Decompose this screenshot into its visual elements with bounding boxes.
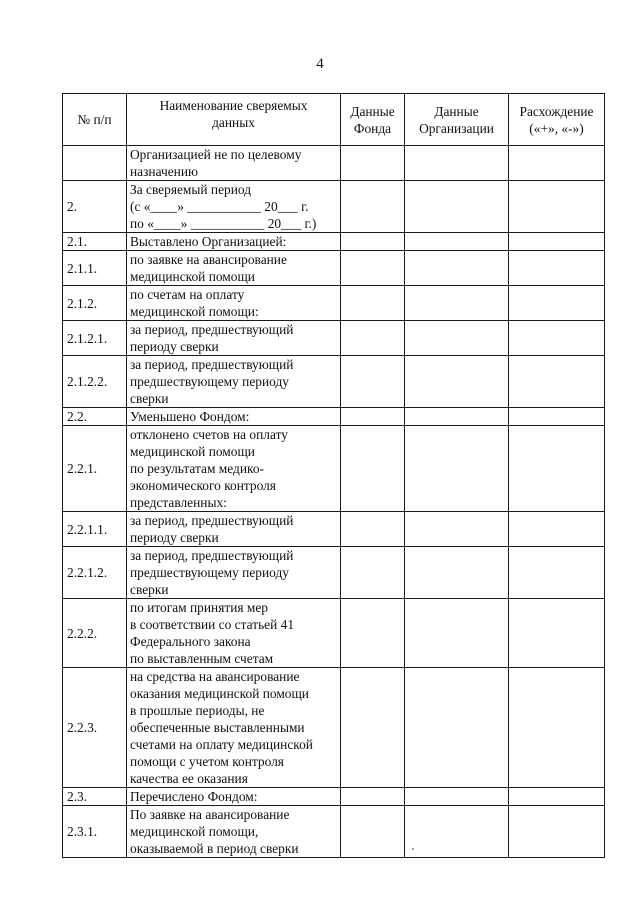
- discrepancy-cell: [509, 286, 605, 321]
- row-description: [127, 408, 341, 426]
- table-row: [63, 146, 605, 181]
- description-line: экономического контроля: [130, 478, 276, 493]
- fund-value-cell: [341, 321, 405, 356]
- table-row: [63, 233, 605, 251]
- row-number: 2.2.1.1.: [63, 512, 127, 547]
- description-line: По заявке на авансирование: [130, 807, 290, 822]
- row-description: [127, 233, 341, 251]
- organization-value-cell: [405, 426, 509, 512]
- description-line: Уменьшено Фондом:: [130, 409, 250, 424]
- discrepancy-cell: [509, 233, 605, 251]
- organization-value-cell: [405, 251, 509, 286]
- discrepancy-cell: [509, 806, 605, 858]
- table-row: [63, 181, 605, 233]
- fund-value-cell: [341, 251, 405, 286]
- table-row: [63, 806, 605, 858]
- organization-value-cell: [405, 356, 509, 408]
- organization-value-cell: [405, 146, 509, 181]
- organization-value-cell: [405, 788, 509, 806]
- description-line: по результатам медико-: [130, 461, 264, 476]
- description-line: по итогам принятия мер: [130, 600, 268, 615]
- scan-speck: [412, 848, 414, 850]
- row-number: 2.2.1.: [63, 426, 127, 512]
- organization-value-cell: [405, 512, 509, 547]
- fund-value-cell: [341, 668, 405, 788]
- row-description: [127, 321, 341, 356]
- description-line: периоду сверки: [130, 530, 219, 545]
- discrepancy-cell: [509, 512, 605, 547]
- description-line: предшествующему периоду: [130, 374, 289, 389]
- row-number: 2.1.2.: [63, 286, 127, 321]
- row-number: 2.1.1.: [63, 251, 127, 286]
- description-line: медицинской помощи:: [130, 304, 259, 319]
- description-line: по заявке на авансирование: [130, 252, 287, 267]
- description-line: отклонено счетов на оплату: [130, 427, 288, 442]
- organization-value-cell: [405, 181, 509, 233]
- fund-value-cell: [341, 599, 405, 668]
- organization-value-cell: [405, 286, 509, 321]
- header-data-name: Наименование сверяемых данных: [127, 94, 341, 146]
- header-fund-data: Данные Фонда: [341, 94, 405, 146]
- table-row: [63, 408, 605, 426]
- description-line: За сверяемый период: [130, 182, 252, 197]
- row-number: 2.1.: [63, 233, 127, 251]
- description-line: в соответствии со статьей 41: [130, 617, 295, 632]
- description-line: по «____» ___________ 20___ г.): [130, 216, 317, 231]
- row-description: [127, 806, 341, 858]
- fund-value-cell: [341, 233, 405, 251]
- row-number: 2.2.2.: [63, 599, 127, 668]
- description-line: Выставлено Организацией:: [130, 234, 287, 249]
- description-line: медицинской помощи: [130, 269, 255, 284]
- row-description: [127, 599, 341, 668]
- fund-value-cell: [341, 181, 405, 233]
- row-description: [127, 251, 341, 286]
- description-line: в прошлые периоды, не: [130, 703, 265, 718]
- table-header-row: [63, 94, 605, 146]
- description-line: за период, предшествующий: [130, 548, 294, 563]
- row-number: 2.3.1.: [63, 806, 127, 858]
- discrepancy-cell: [509, 408, 605, 426]
- row-number: 2.3.: [63, 788, 127, 806]
- organization-value-cell: [405, 233, 509, 251]
- fund-value-cell: [341, 408, 405, 426]
- row-description: [127, 668, 341, 788]
- discrepancy-cell: [509, 181, 605, 233]
- table-row: [63, 547, 605, 599]
- organization-value-cell: [405, 321, 509, 356]
- description-line: помощи с учетом контроля: [130, 754, 284, 769]
- organization-value-cell: [405, 668, 509, 788]
- description-line: Организацией не по целевому: [130, 147, 302, 162]
- table-row: [63, 356, 605, 408]
- description-line: за период, предшествующий: [130, 322, 294, 337]
- discrepancy-cell: [509, 356, 605, 408]
- description-line: сверки: [130, 391, 169, 406]
- header-number: № п/п: [63, 94, 127, 146]
- row-number: 2.1.2.1.: [63, 321, 127, 356]
- page-number: 4: [316, 56, 324, 72]
- table-row: [63, 512, 605, 547]
- table-row: [63, 251, 605, 286]
- discrepancy-cell: [509, 599, 605, 668]
- description-line: периоду сверки: [130, 339, 219, 354]
- row-number: [63, 146, 127, 181]
- row-description: [127, 512, 341, 547]
- fund-value-cell: [341, 426, 405, 512]
- discrepancy-cell: [509, 426, 605, 512]
- description-line: качества ее оказания: [130, 771, 248, 786]
- row-number: 2.1.2.2.: [63, 356, 127, 408]
- discrepancy-cell: [509, 146, 605, 181]
- fund-value-cell: [341, 512, 405, 547]
- description-line: за период, предшествующий: [130, 357, 294, 372]
- organization-value-cell: [405, 806, 509, 858]
- description-line: Федерального закона: [130, 634, 251, 649]
- table-row: [63, 321, 605, 356]
- description-line: Перечислено Фондом:: [130, 789, 258, 804]
- table-row: [63, 426, 605, 512]
- row-number: 2.2.: [63, 408, 127, 426]
- fund-value-cell: [341, 547, 405, 599]
- row-description: [127, 356, 341, 408]
- description-line: оказываемой в период сверки: [130, 841, 299, 856]
- organization-value-cell: [405, 547, 509, 599]
- row-description: [127, 146, 341, 181]
- fund-value-cell: [341, 806, 405, 858]
- description-line: предшествующему периоду: [130, 565, 289, 580]
- description-line: обеспеченные выставленными: [130, 720, 305, 735]
- discrepancy-cell: [509, 547, 605, 599]
- description-line: оказания медицинской помощи: [130, 686, 309, 701]
- table-row: [63, 788, 605, 806]
- description-line: счетами на оплату медицинской: [130, 737, 313, 752]
- fund-value-cell: [341, 146, 405, 181]
- discrepancy-cell: [509, 668, 605, 788]
- header-organization-data: Данные Организации: [405, 94, 509, 146]
- organization-value-cell: [405, 408, 509, 426]
- row-number: 2.2.1.2.: [63, 547, 127, 599]
- description-line: на средства на авансирование: [130, 669, 300, 684]
- description-line: по счетам на оплату: [130, 287, 245, 302]
- row-description: [127, 181, 341, 233]
- description-line: по выставленным счетам: [130, 651, 274, 666]
- discrepancy-cell: [509, 251, 605, 286]
- reconciliation-table: [62, 93, 605, 858]
- row-description: [127, 426, 341, 512]
- table-row: [63, 599, 605, 668]
- row-number: 2.2.3.: [63, 668, 127, 788]
- discrepancy-cell: [509, 788, 605, 806]
- description-line: за период, предшествующий: [130, 513, 294, 528]
- table-row: [63, 668, 605, 788]
- fund-value-cell: [341, 286, 405, 321]
- organization-value-cell: [405, 599, 509, 668]
- description-line: (с «____» ___________ 20___ г.: [130, 199, 309, 214]
- discrepancy-cell: [509, 321, 605, 356]
- description-line: медицинской помощи,: [130, 824, 259, 839]
- row-description: [127, 788, 341, 806]
- table-body: [63, 146, 605, 858]
- table-row: [63, 286, 605, 321]
- fund-value-cell: [341, 788, 405, 806]
- description-line: сверки: [130, 582, 169, 597]
- row-description: [127, 547, 341, 599]
- description-line: назначению: [130, 164, 198, 179]
- header-discrepancy: Расхождение («+», «-»): [509, 94, 605, 146]
- row-description: [127, 286, 341, 321]
- fund-value-cell: [341, 356, 405, 408]
- description-line: представленных:: [130, 495, 227, 510]
- row-number: 2.: [63, 181, 127, 233]
- description-line: медицинской помощи: [130, 444, 255, 459]
